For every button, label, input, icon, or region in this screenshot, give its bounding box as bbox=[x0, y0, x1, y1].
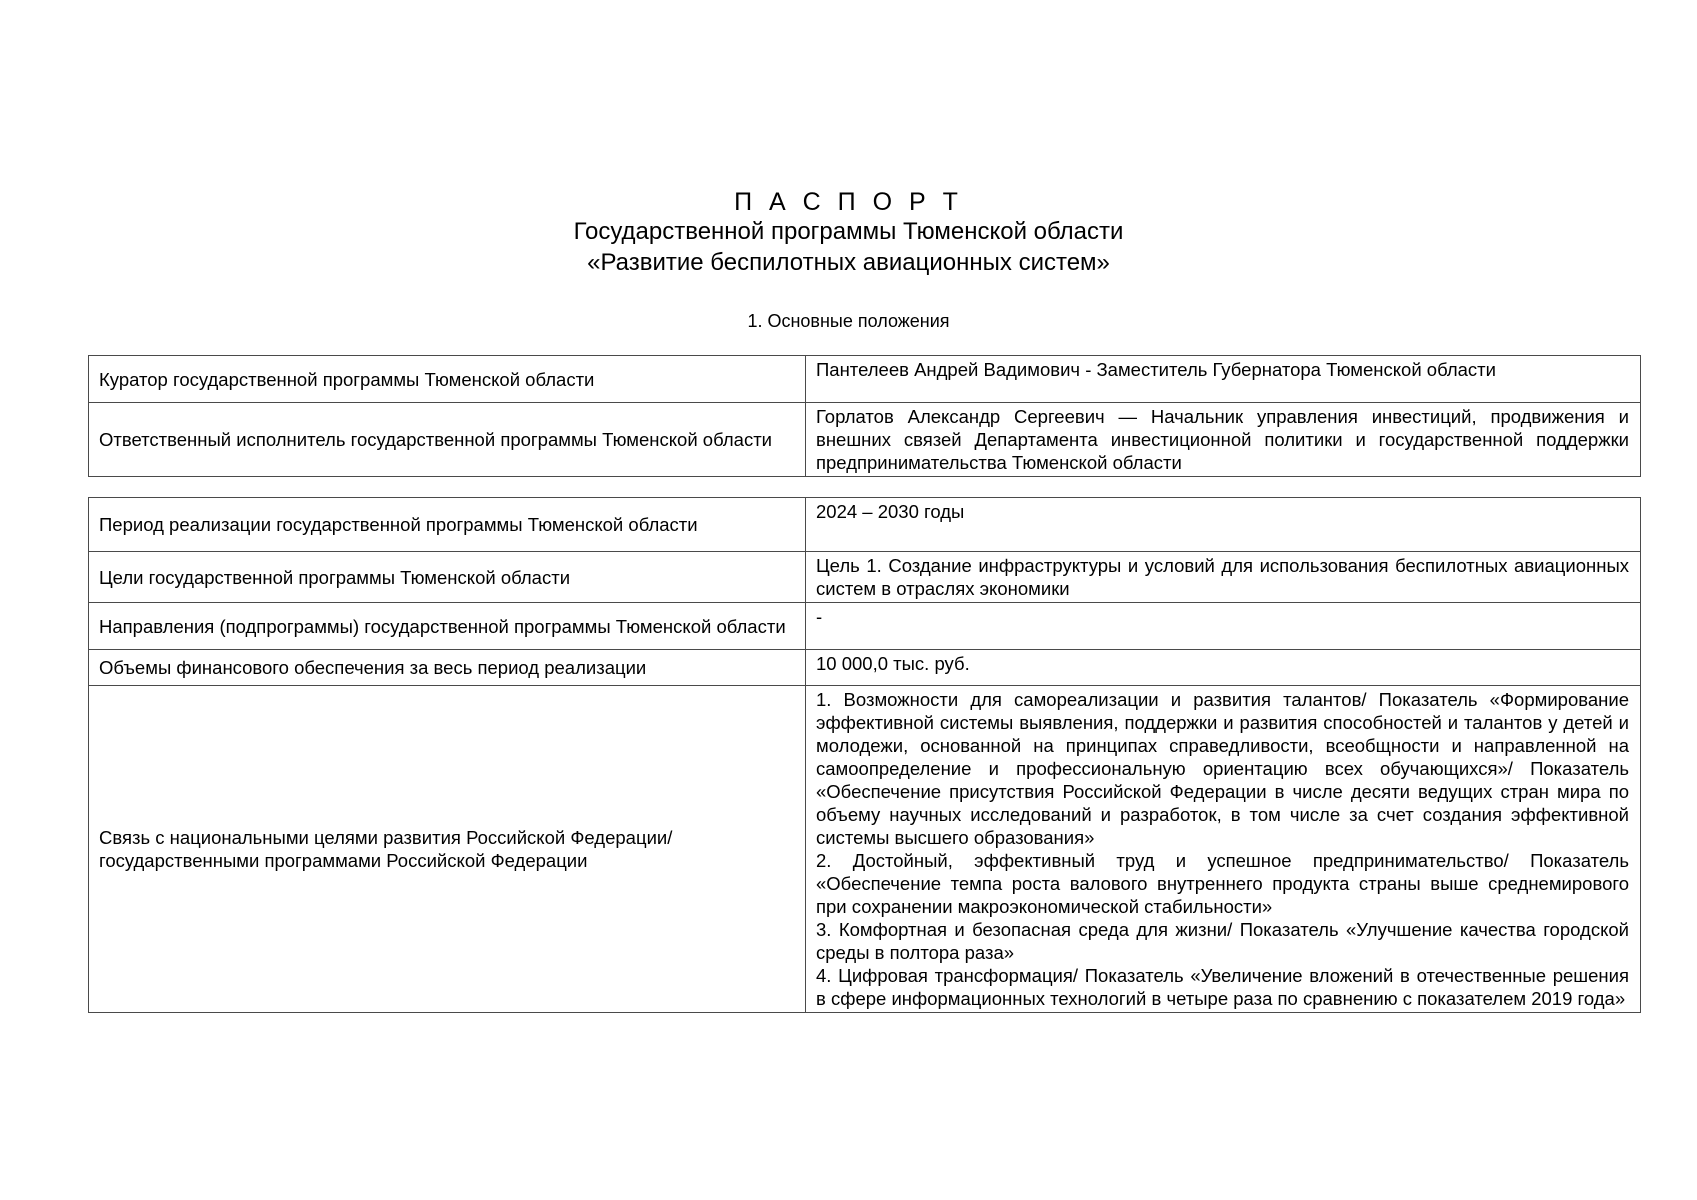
row-value-funding: 10 000,0 тыс. руб. bbox=[806, 650, 1641, 686]
national-goal-item-3: 3. Комфортная и безопасная среда для жизни/ Показатель «Улучшение качества городской среды в полтора раза» bbox=[816, 919, 1629, 963]
row-label-period: Период реализации государственной программы Тюменской области bbox=[89, 498, 806, 552]
table-row bbox=[89, 403, 1641, 477]
national-goal-item-2: 2. Достойный, эффективный труд и успешное предпринимательство/ Показатель «Обеспечение темпа роста валового внутреннего продукта страны выше среднемирового при сохранении макроэкономической стабильности» bbox=[816, 850, 1629, 917]
row-label-curator: Куратор государственной программы Тюменской области bbox=[89, 356, 806, 403]
table-row bbox=[89, 498, 1641, 552]
document-subtitle-line2: «Развитие беспилотных авиационных систем» bbox=[587, 249, 1110, 276]
national-goal-item-1: 1. Возможности для самореализации и развития талантов/ Показатель «Формирование эффективной системы выявления, поддержки и развития способностей и талантов у детей и молодежи, основанной на принципах справедливости, всеобщности и направленной на самоопределение и профессиональную ориентацию всех обучающихся»/ Показатель «Обеспечение присутствия Российской Федерации в числе десяти ведущих стран мира по объему научных исследований и разработок, в том числе за счет создания эффективной системы высшего образования» bbox=[816, 689, 1629, 848]
row-label-directions: Направления (подпрограммы) государственной программы Тюменской области bbox=[89, 603, 806, 650]
table-row bbox=[89, 356, 1641, 403]
document-title: П А С П О Р Т bbox=[734, 188, 963, 216]
table-row bbox=[89, 650, 1641, 686]
row-value-executor: Горлатов Александр Сергеевич — Начальник управления инвестиций, продвижения и внешних связей Департамента инвестиционной политики и государственной поддержки предпринимательства Тюменской области bbox=[806, 403, 1641, 477]
table-row bbox=[89, 686, 1641, 1013]
row-value-goals: Цель 1. Создание инфраструктуры и условий для использования беспилотных авиационных систем в отраслях экономики bbox=[806, 552, 1641, 603]
table-row bbox=[89, 552, 1641, 603]
row-label-national-goals: Связь с национальными целями развития Российской Федерации/ государственными программами Российской Федерации bbox=[89, 686, 806, 1013]
section-title: 1. Основные положения bbox=[747, 311, 950, 331]
passport-table-main bbox=[88, 497, 1641, 1013]
row-value-national-goals bbox=[806, 686, 1641, 1013]
table-row bbox=[89, 603, 1641, 650]
row-value-directions: - bbox=[806, 603, 1641, 650]
row-label-goals: Цели государственной программы Тюменской области bbox=[89, 552, 806, 603]
document-subtitle-line1: Государственной программы Тюменской области bbox=[573, 218, 1124, 245]
row-label-funding: Объемы финансового обеспечения за весь период реализации bbox=[89, 650, 806, 686]
row-label-executor: Ответственный исполнитель государственной программы Тюменской области bbox=[89, 403, 806, 477]
row-value-period: 2024 – 2030 годы bbox=[806, 498, 1641, 552]
row-value-curator: Пантелеев Андрей Вадимович - Заместитель Губернатора Тюменской области bbox=[806, 356, 1641, 403]
national-goal-item-4: 4. Цифровая трансформация/ Показатель «Увеличение вложений в отечественные решения в сфере информационных технологий в четыре раза по сравнению с показателем 2019 года» bbox=[816, 965, 1629, 1009]
passport-table-responsible bbox=[88, 355, 1641, 477]
